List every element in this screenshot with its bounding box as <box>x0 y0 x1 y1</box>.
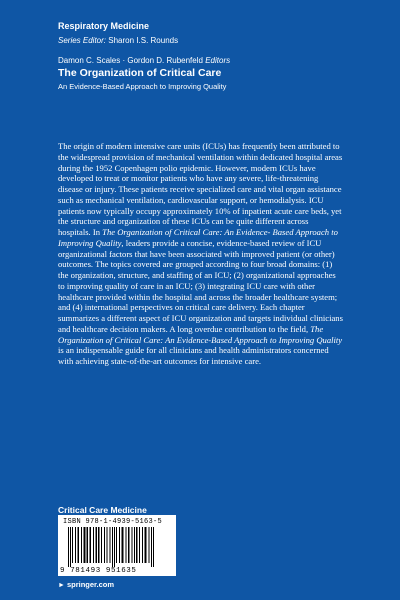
barcode-bar <box>72 527 73 563</box>
barcode-bar <box>151 527 152 567</box>
series-block <box>58 20 178 46</box>
barcode-bar <box>134 527 135 563</box>
barcode-bar <box>98 527 100 563</box>
barcode-bars <box>68 527 168 567</box>
barcode-bar <box>119 527 120 563</box>
book-subtitle: An Evidence-Based Approach to Improving Quality <box>58 82 227 91</box>
barcode-bar <box>116 527 117 563</box>
editors-role: Editors <box>205 56 231 65</box>
barcode-bar <box>81 527 82 563</box>
barcode-bar <box>107 527 108 563</box>
barcode-bar <box>145 527 147 563</box>
barcode-bar <box>110 527 111 563</box>
barcode-bar <box>149 527 150 563</box>
barcode-bar <box>122 527 124 563</box>
barcode-bar <box>139 527 140 563</box>
isbn-barcode <box>58 515 176 576</box>
barcode-bar <box>96 527 98 563</box>
barcode-bar <box>93 527 94 563</box>
collection-label: Critical Care Medicine <box>58 505 147 515</box>
series-editor-label: Series Editor: <box>58 36 107 45</box>
barcode-bar <box>104 527 105 563</box>
editor-names: Damon C. Scales · Gordon D. Rubenfeld <box>58 56 203 65</box>
barcode-bar <box>70 527 71 567</box>
series-editor-name: Sharon I.S. Rounds <box>108 36 179 45</box>
barcode-bar <box>112 527 113 567</box>
barcode-bar <box>90 527 92 563</box>
barcode-bar <box>132 527 133 563</box>
description-part-2: , leaders provide a concise, evidence-based review of ICU organizational factors that have been associated with improved patient (or other) outcomes. The topics covered are grouped according to four broad domains: (1) the organization, structure, and staffing of an ICU; (2) organizational approaches to improving quality of care in an ICU; (3) integrating ICU care with other healthcare provided within the hospital and across the broader healthcare system; and (4) international perspectives on critical care delivery. Each chapter summarizes a different aspect of ICU organization and targets individual clinicians and healthcare decision makers. A long overdue contribution to the field, <box>58 237 343 334</box>
isbn-label: ISBN 978-1-4939-5163-5 <box>63 518 163 526</box>
barcode-bar <box>75 527 76 563</box>
barcode-bar <box>68 527 69 567</box>
arrow-right-icon: ► <box>58 582 65 589</box>
barcode-bar <box>142 527 143 563</box>
barcode-bar <box>128 527 130 563</box>
barcode-bar <box>114 527 115 567</box>
book-editors <box>58 56 230 66</box>
publisher-website <box>58 580 114 591</box>
barcode-bar <box>84 527 86 563</box>
website-url: springer.com <box>66 580 115 589</box>
barcode-bar <box>153 527 154 567</box>
description-title-italic-2: The Organization of Critical Care: An Evidence-Based Approach to Improving Quality <box>58 323 343 345</box>
description-part-3: is an indispensable guide for all clinicians and health administrators concerned with achieving state-of-the-art outcomes for intensive care. <box>58 345 329 366</box>
book-title: The Organization of Critical Care <box>58 67 222 79</box>
series-title: Respiratory Medicine <box>58 21 150 31</box>
book-description <box>58 141 343 367</box>
barcode-bar <box>87 527 89 563</box>
series-editor <box>58 35 178 46</box>
barcode-bar <box>126 527 127 563</box>
barcode-bar <box>78 527 80 563</box>
barcode-digits: 9 781493 951635 <box>60 567 137 575</box>
barcode-bar <box>101 527 102 563</box>
barcode-bar <box>136 527 138 563</box>
description-part-1: The origin of modern intensive care units (ICUs) has frequently been attributed to the widespread provision of mechanical ventilation within dedicated hospital areas during the 1952 Copenhagen polio epidemic. However, modern ICUs have developed to treat or monitor patients who have any severe, life-threatening disease or injury. These patients receive specialized care and vital organ assistance such as mechanical ventilation, cardiovascular support, or hemodialysis. ICU patients now typically occupy approximately 10% of inpatient acute care beds, yet the structure and organization of these ICUs can be quite different across hospitals. In <box>58 141 343 237</box>
description-title-italic-1: The Organization of Critical Care: An Evidence- Based Approach to Improving Quality <box>58 227 338 248</box>
